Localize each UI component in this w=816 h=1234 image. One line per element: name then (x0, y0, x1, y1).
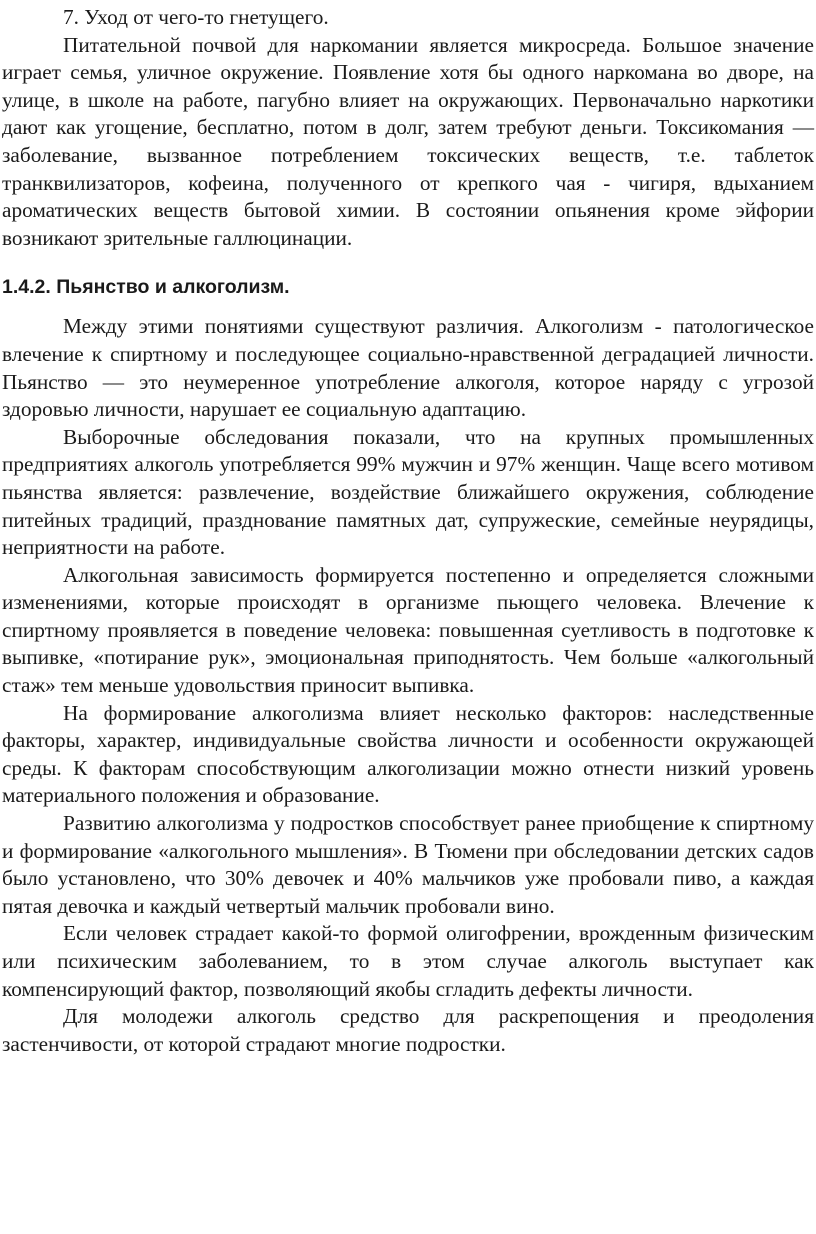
paragraph-compensation: Если человек страдает какой-то формой олигофрении, врожденным физическим или психическим заболеванием, то в этом случае алкоголь выступает как компенсирующий фактор, позволяющий якобы сгладить дефекты личности. (2, 921, 814, 1001)
paragraph-definitions: Между этими понятиями существуют различия. Алкоголизм - патологическое влечение к спиртному и последующее социально-нравственной деградацией личности. Пьянство — это неумеренное употребление алкоголя, которое наряду с угрозой здоровью личности, нарушает ее социальную адаптацию. (2, 314, 814, 422)
paragraph-drug-environment: Питательной почвой для наркомании является микросреда. Большое значение играет семья, уличное окружение. Появление хотя бы одного наркомана во дворе, на улице, в школе на работе, пагубно влияет на окружающих. Первоначально наркотики дают как угощение, бесплатно, потом в долг, затем требуют деньги. Токсикомания — заболевание, вызванное потреблением токсических веществ, т.е. таблеток транквилизаторов, кофеина, полученного от крепкого чая - чигиря, вдыханием ароматических веществ бытовой химии. В состоянии опьянения кроме эйфории возникают зрительные галлюцинации. (2, 32, 814, 250)
paragraph-teenagers: Развитию алкоголизма у подростков способствует ранее приобщение к спиртному и формирование «алкогольного мышления». В Тюмени при обследовании детских садов было установлено, что 30% девочек и 40% мальчиков уже пробовали пиво, а каждая пятая девочка и каждый четвертый мальчик пробовали вино. (2, 811, 814, 918)
paragraph-dependence: Алкогольная зависимость формируется постепенно и определяется сложными изменениями, которые происходят в организме пьющего человека. Влечение к спиртному проявляется в поведение человека: повышенная суетливость в подготовке к выпивке, «потирание рук», эмоциональная приподнятость. Чем больше «алкогольный стаж» тем меньше удовольствия приносит выпивка. (2, 562, 814, 698)
list-item-7: 7. Уход от чего-то гнетущего. (63, 5, 329, 29)
section-heading: 1.4.2. Пьянство и алкоголизм. (2, 276, 290, 299)
paragraph-factors: На формирование алкоголизма влияет несколько факторов: наследственные факторы, характер, индивидуальные свойства личности и особенности окружающей среды. К факторам способствующим алкоголизации можно отнести низкий уровень материального положения и образование. (2, 700, 814, 808)
paragraph-youth: Для молодежи алкоголь средство для раскрепощения и преодоления застенчивости, от которой страдают многие подростки. (2, 1004, 814, 1056)
paragraph-surveys: Выборочные обследования показали, что на крупных промышленных предприятиях алкоголь употребляется 99% мужчин и 97% женщин. Чаще всего мотивом пьянства является: развлечение, воздействие ближайшего окружения, соблюдение питейных традиций, празднование памятных дат, супружеские, семейные неурядицы, неприятности на работе. (2, 424, 814, 560)
